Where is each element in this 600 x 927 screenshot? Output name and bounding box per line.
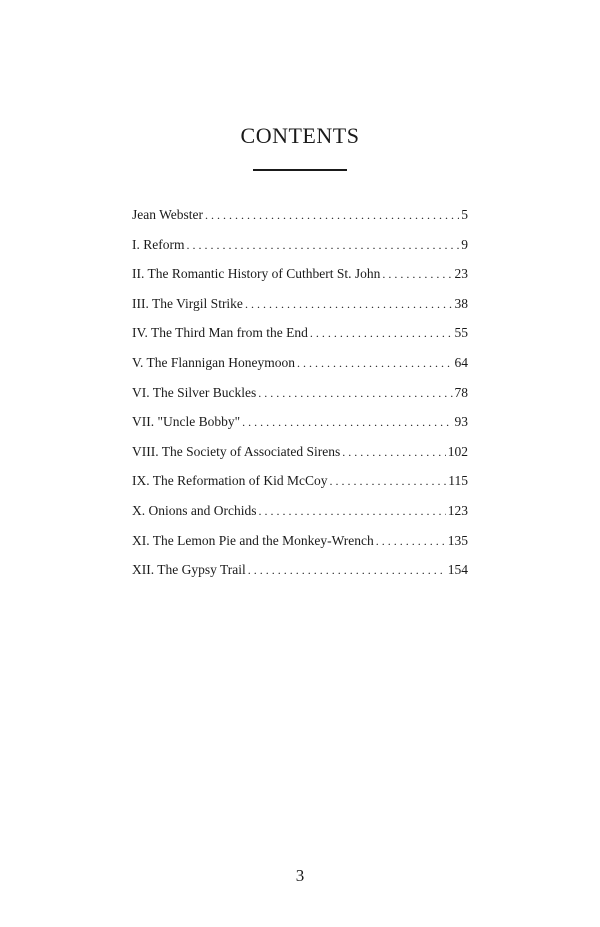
toc-entry-page: 123 [447, 502, 468, 518]
toc-entry-label: IX. The Reformation of Kid McCoy [132, 473, 328, 489]
contents-heading: CONTENTS [240, 123, 360, 148]
toc-entry-page: 93 [454, 414, 468, 430]
toc-entry-uncle-bobby[interactable] [132, 412, 468, 442]
toc-entry-third-man[interactable] [132, 323, 468, 353]
toc-entry-romantic-history[interactable] [132, 264, 468, 294]
dot-leader [245, 294, 453, 314]
toc-entry-page: 55 [454, 325, 468, 341]
toc-entry-label: V. The Flannigan Honeymoon [132, 354, 295, 370]
toc-entry-flannigan-honeymoon[interactable] [132, 353, 468, 383]
toc-entry-page: 154 [447, 562, 468, 578]
toc-entry-label: IV. The Third Man from the End [132, 325, 308, 341]
toc-entry-page: 5 [461, 207, 468, 222]
dot-leader [258, 383, 452, 403]
toc-entry-onions-orchids[interactable] [132, 501, 468, 531]
dot-leader [382, 264, 452, 284]
heading-rule [253, 169, 347, 171]
toc-entry-associated-sirens[interactable] [132, 442, 468, 472]
dot-leader [342, 442, 446, 462]
dot-leader [205, 205, 459, 225]
toc-entry-silver-buckles[interactable] [132, 383, 468, 413]
dot-leader [186, 235, 459, 255]
dot-leader [242, 412, 452, 432]
dot-leader [329, 471, 446, 491]
toc-entry-lemon-pie[interactable] [132, 531, 468, 561]
toc-entry-page: 102 [447, 443, 468, 459]
toc-entry-page: 64 [454, 354, 468, 370]
toc-entry-label: X. Onions and Orchids [132, 502, 257, 518]
toc-entry-label: XI. The Lemon Pie and the Monkey-Wrench [132, 532, 374, 548]
dot-leader [248, 560, 446, 580]
dot-leader [310, 323, 453, 343]
toc-entry-page: 135 [447, 532, 468, 548]
toc-entry-page: 115 [448, 473, 468, 489]
toc-entry-label: VI. The Silver Buckles [132, 384, 257, 400]
toc-entry-label: Jean Webster [132, 207, 204, 222]
toc-entry-label: VIII. The Society of Associated Sirens [132, 443, 341, 459]
toc-entry-gypsy-trail[interactable] [132, 560, 468, 590]
toc-entry-page: 23 [454, 266, 468, 282]
dot-leader [297, 353, 453, 373]
dot-leader [376, 531, 446, 551]
toc-entry-kid-mccoy[interactable] [132, 471, 468, 501]
toc-entry-page: 78 [454, 384, 468, 400]
toc-entry-label: III. The Virgil Strike [132, 295, 243, 311]
table-of-contents [132, 205, 468, 590]
toc-entry-reform[interactable] [132, 235, 468, 265]
toc-entry-page: 9 [461, 236, 468, 252]
toc-entry-label: XII. The Gypsy Trail [132, 562, 246, 578]
dot-leader [259, 501, 446, 521]
toc-entry-label: II. The Romantic History of Cuthbert St. John [132, 266, 381, 282]
toc-entry-label: I. Reform [132, 236, 185, 252]
toc-entry-jean-webster[interactable] [132, 205, 468, 235]
toc-entry-virgil-strike[interactable] [132, 294, 468, 324]
toc-entry-page: 38 [454, 295, 468, 311]
toc-entry-label: VII. "Uncle Bobby" [132, 414, 241, 430]
page-number: 3 [295, 866, 305, 885]
